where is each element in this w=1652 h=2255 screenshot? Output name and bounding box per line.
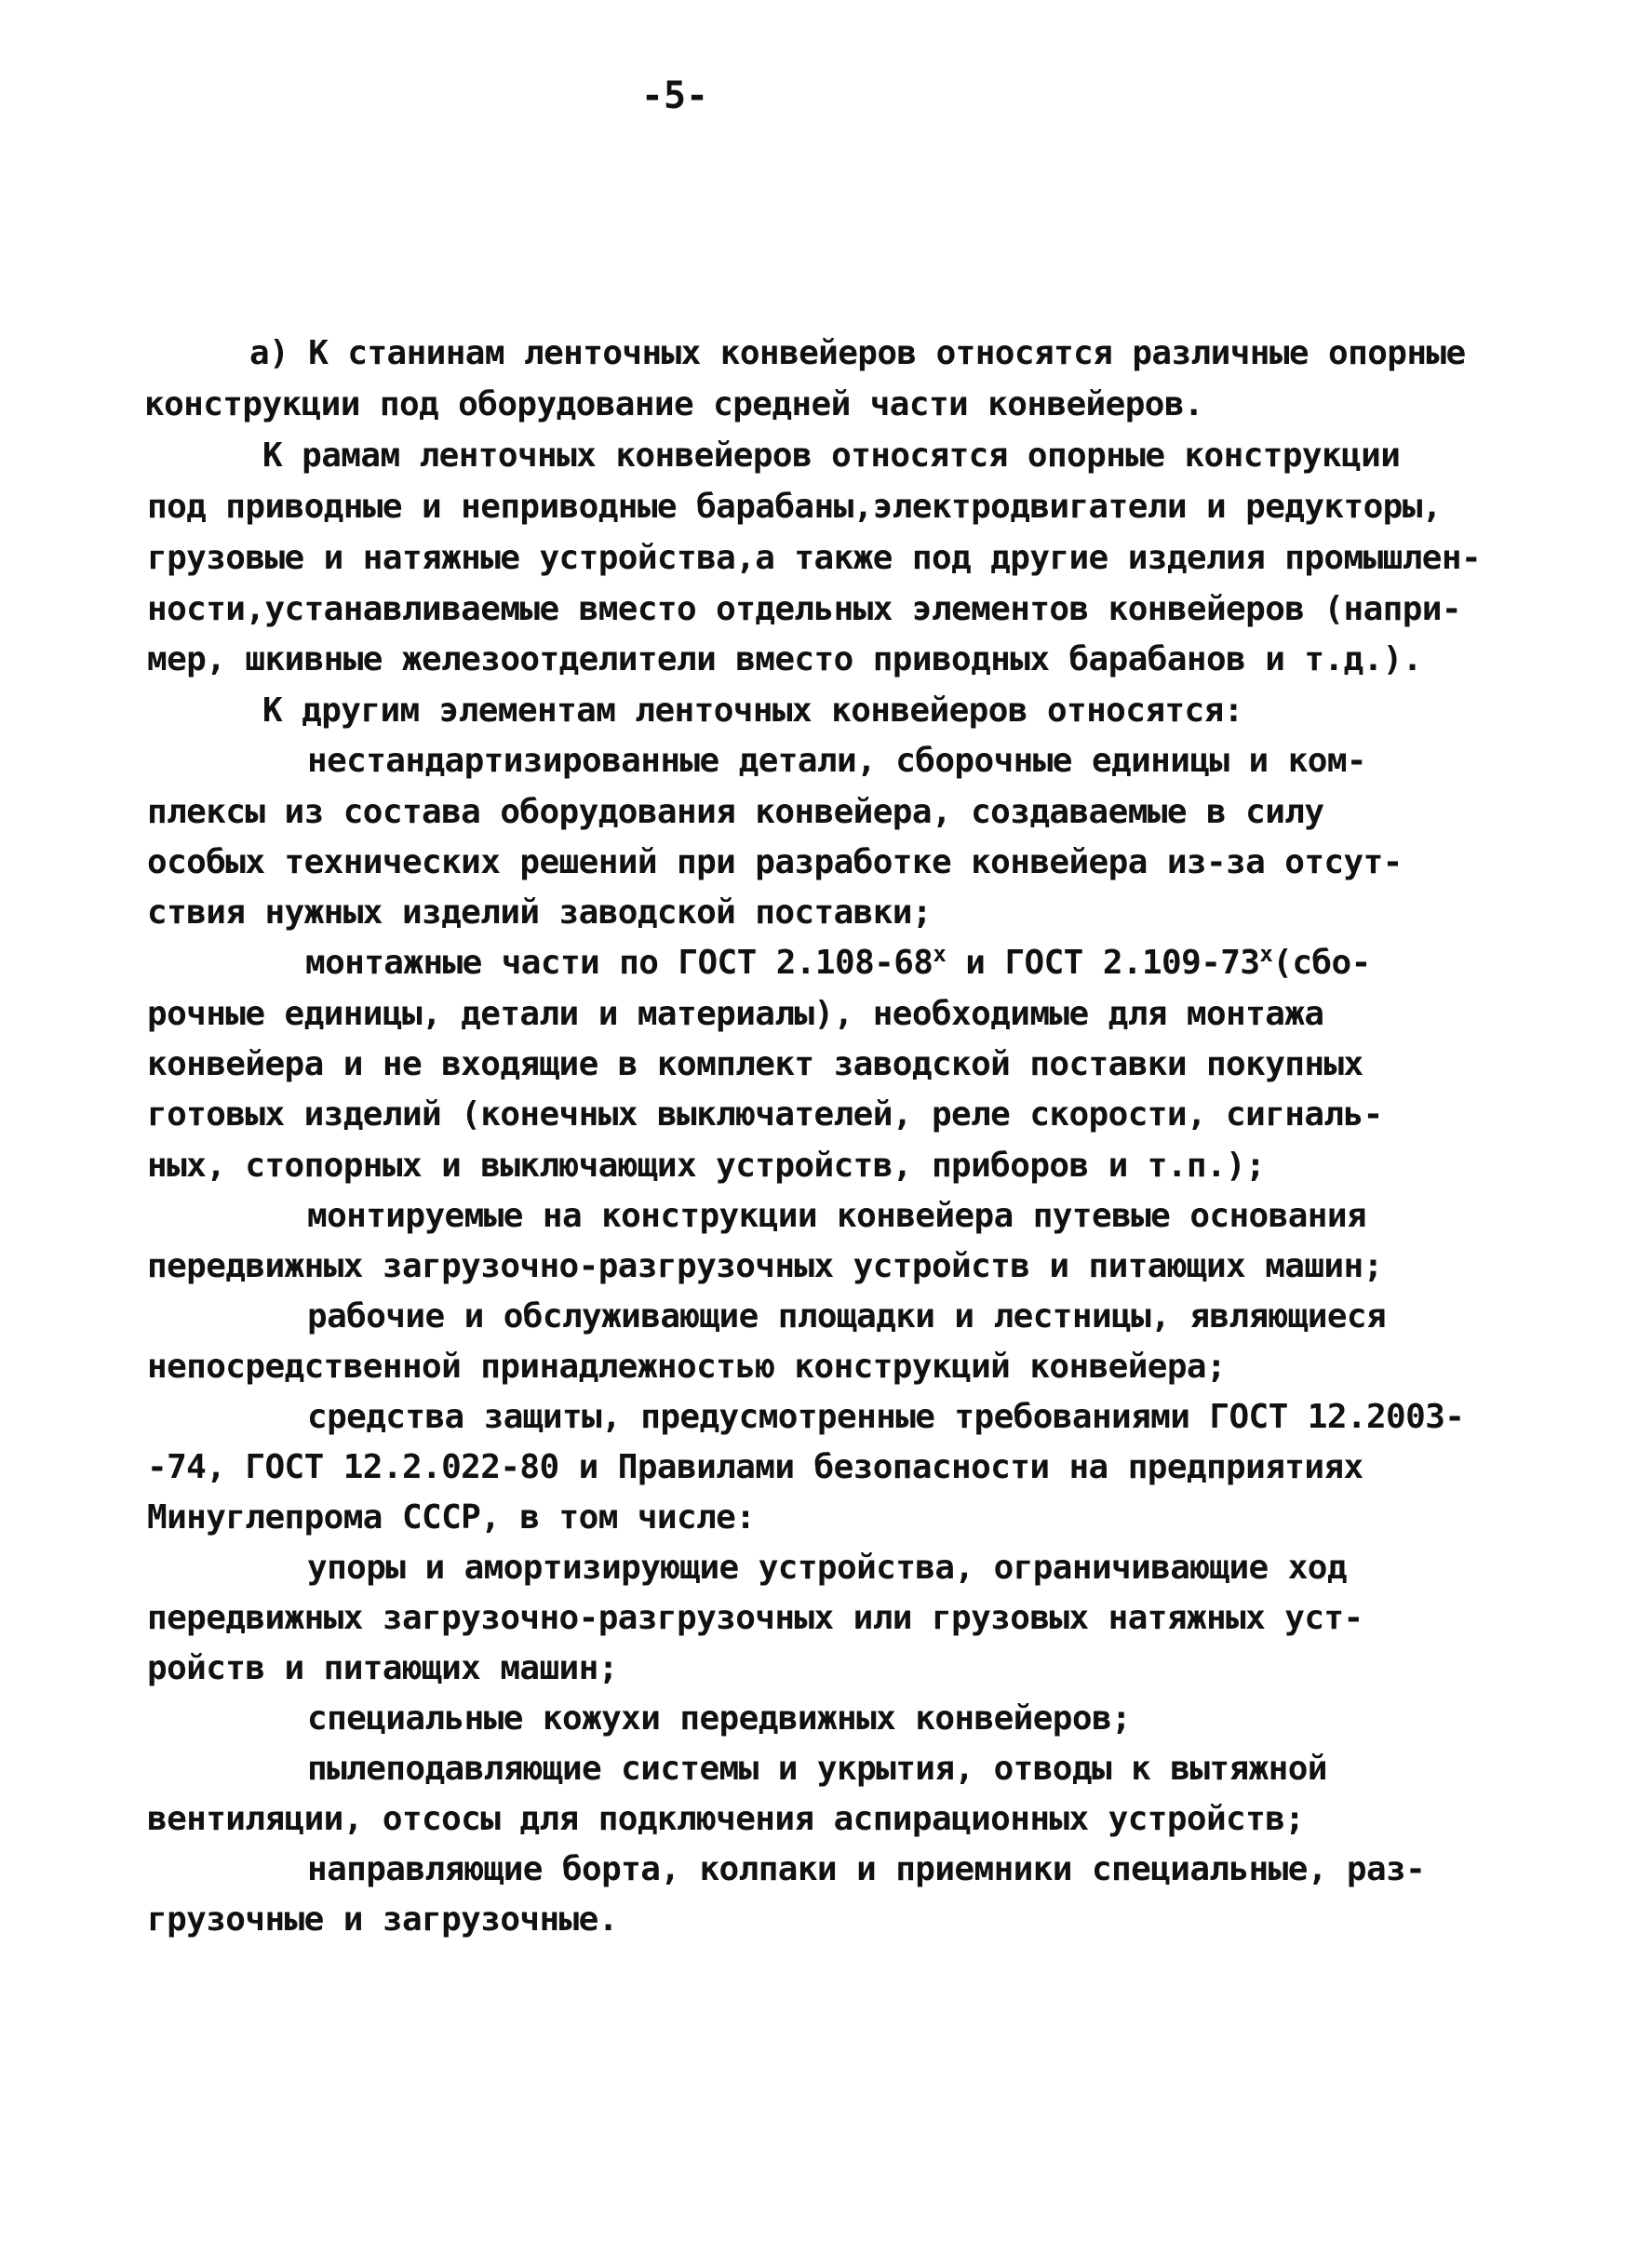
text-line: ствия нужных изделий заводской поставки;	[147, 893, 932, 932]
text-line: грузочные и загрузочные.	[147, 1900, 618, 1939]
text-line: нестандартизированные детали, сборочные единицы и ком-	[307, 742, 1366, 780]
text-line: конвейера и не входящие в комплект заводской поставки покупных	[147, 1045, 1363, 1083]
text-line-gost	[305, 940, 1371, 987]
text-line: непосредственной принадлежностью конструкций конвейера;	[147, 1348, 1227, 1386]
text-line: пылеподавляющие системы и укрытия, отводы к вытяжной	[307, 1750, 1327, 1788]
text-segment: и ГОСТ 2.109-73	[946, 944, 1260, 982]
text-line: упоры и амортизирующие устройства, ограничивающие ход	[307, 1549, 1347, 1587]
text-line: конструкции под оборудование средней части конвейеров.	[144, 385, 1203, 423]
text-line: особых технических решений при разработке конвейера из-за отсут-	[147, 843, 1403, 881]
text-line: К рамам ленточных конвейеров относятся опорные конструкции	[262, 436, 1401, 475]
text-line: К другим элементам ленточных конвейеров относятся:	[262, 691, 1243, 730]
text-line: монтируемые на конструкции конвейера путевые основания	[307, 1197, 1366, 1235]
text-line: специальные кожухи передвижных конвейеров;	[307, 1699, 1132, 1738]
text-line: под приводные и неприводные барабаны,электродвигатели и редукторы,	[147, 488, 1442, 526]
text-line: ных, стопорных и выключающих устройств, приборов и т.п.);	[147, 1147, 1266, 1185]
text-line: плексы из состава оборудования конвейера, создаваемые в силу	[147, 793, 1324, 831]
text-line: средства защиты, предусмотренные требованиями ГОСТ 12.2003-	[307, 1398, 1465, 1436]
text-line: направляющие борта, колпаки и приемники специальные, раз-	[307, 1850, 1426, 1888]
text-segment: монтажные части по ГОСТ 2.108-68	[305, 944, 933, 982]
text-line: ройств и питающих машин;	[147, 1649, 618, 1687]
text-segment: (сбо-	[1272, 944, 1371, 982]
text-line: вентиляции, отсосы для подключения аспирационных устройств;	[147, 1800, 1305, 1838]
text-line: а) К станинам ленточных конвейеров относятся различные опорные	[249, 334, 1466, 372]
superscript-mark: x	[1259, 941, 1273, 967]
text-line: передвижных загрузочно-разгрузочных или грузовых натяжных уст-	[147, 1599, 1363, 1637]
text-line: рабочие и обслуживающие площадки и лестницы, являющиеся	[307, 1297, 1387, 1336]
text-line: рочные единицы, детали и материалы), необходимые для монтажа	[147, 995, 1324, 1033]
text-line: готовых изделий (конечных выключателей, реле скорости, сигналь-	[147, 1095, 1383, 1134]
page-number: -5-	[640, 74, 709, 117]
superscript-mark: x	[933, 941, 947, 967]
text-line: передвижных загрузочно-разгрузочных устройств и питающих машин;	[147, 1247, 1383, 1285]
text-line: ности,устанавливаемые вместо отдельных элементов конвейеров (напри-	[147, 590, 1461, 628]
text-line: -74, ГОСТ 12.2.022-80 и Правилами безопасности на предприятиях	[147, 1448, 1363, 1486]
text-line: грузовые и натяжные устройства,а также под другие изделия промышлен-	[147, 539, 1482, 577]
text-line: Минуглепрома СССР, в том числе:	[147, 1498, 756, 1537]
text-line: мер, шкивные железоотделители вместо приводных барабанов и т.д.).	[147, 640, 1422, 678]
